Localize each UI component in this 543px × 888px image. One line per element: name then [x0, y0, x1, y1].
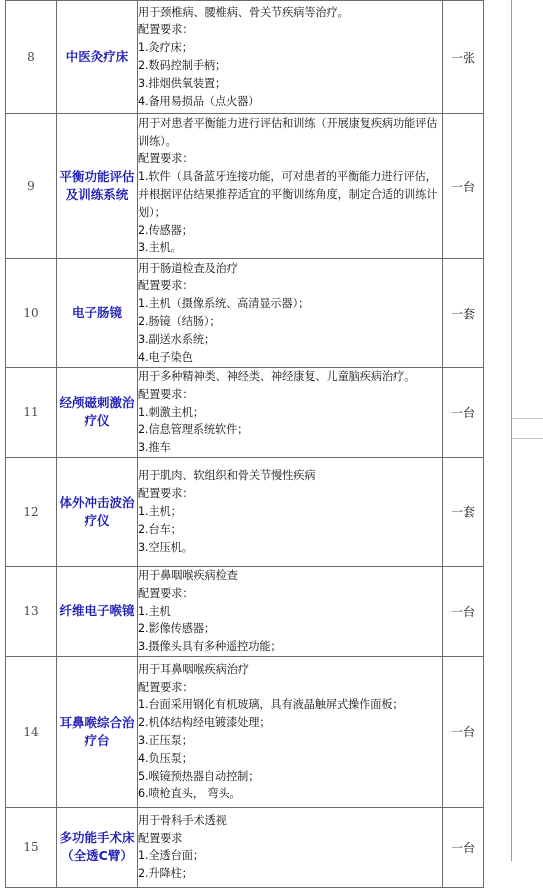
description-line: 2.影像传感器； — [138, 622, 215, 636]
row-number: 12 — [6, 457, 57, 566]
row-number: 10 — [6, 259, 57, 368]
equipment-name: 电子肠镜 — [57, 259, 138, 368]
description-line: 1.软件（具备蓝牙连接功能，可对患者的平衡能力进行评估，并根据评估结果推荐适宜的平衡训练角度，制定合适的训练计划）； — [138, 170, 438, 219]
quantity-unit: 一台 — [443, 114, 484, 259]
description-line: 4.负压泵； — [138, 751, 193, 765]
description-line: 1.全透台面； — [138, 849, 204, 863]
description-line: 3.推车 — [138, 441, 171, 455]
equipment-name: 体外冲击波治疗仪 — [57, 457, 138, 566]
description-line: 用于耳鼻咽喉疾病治疗 — [138, 662, 249, 676]
description-line: 2.数码控制手柄； — [138, 59, 227, 72]
equipment-description — [138, 457, 443, 566]
description-line: 配置要求 — [138, 831, 183, 845]
equipment-name: 耳鼻喉综合治疗台 — [57, 656, 138, 807]
description-line: 6.喷枪直头， 弯头。 — [138, 787, 241, 801]
quantity-unit: 一台 — [443, 368, 484, 458]
description-line: 配置要求： — [138, 387, 194, 401]
row-number: 14 — [6, 656, 57, 807]
equipment-description — [138, 1, 443, 114]
description-line: 3.副送水系统； — [138, 332, 215, 346]
table-row — [6, 566, 484, 656]
description-line: 1.刺激主机； — [138, 405, 204, 419]
table-row — [6, 1, 484, 114]
equipment-description — [138, 114, 443, 259]
equipment-description — [138, 368, 443, 458]
description-line: 用于对患者平衡能力进行评估和训练（开展康复疾病功能评估训练）。 — [138, 116, 438, 148]
description-line: 3.正压泵； — [138, 733, 193, 747]
description-line: 用于多种精神类、神经类、神经康复、儿童脑疾病治疗。 — [138, 370, 416, 383]
equipment-name: 经颅磁刺激治疗仪 — [57, 368, 138, 458]
table-row — [6, 114, 484, 259]
description-line: 2.肠镜（结肠）； — [138, 315, 221, 328]
equipment-name: 平衡功能评估及训练系统 — [57, 114, 138, 259]
description-line: 用于颈椎病、腰椎病、骨关节疾病等治疗。 — [138, 5, 349, 19]
quantity-unit: 一台 — [443, 656, 484, 807]
description-line: 4.电子染色 — [138, 350, 193, 364]
equipment-name: 纤维电子喉镜 — [57, 566, 138, 656]
description-line: 3.主机。 — [138, 241, 182, 255]
equipment-description — [138, 656, 443, 807]
table-row — [6, 259, 484, 368]
description-line: 1.灸疗床； — [138, 41, 193, 55]
equipment-description — [138, 566, 443, 656]
row-number: 11 — [6, 368, 57, 458]
equipment-table — [5, 0, 484, 888]
description-line: 配置要求： — [138, 152, 194, 166]
description-line: 用于鼻咽喉疾病检查 — [138, 568, 238, 582]
description-line: 1.台面采用钢化有机玻璃，具有液晶触屏式操作面板； — [138, 698, 404, 712]
row-number: 9 — [6, 114, 57, 259]
margin-tick — [512, 438, 543, 439]
description-line: 1.主机 — [138, 604, 171, 618]
equipment-name: 多功能手术床（全透C臂） — [57, 807, 138, 887]
description-line: 2.台车； — [138, 522, 182, 536]
quantity-unit: 一台 — [443, 566, 484, 656]
right-border-line — [511, 0, 512, 861]
description-line: 3.摄像头具有多种遥控功能； — [138, 640, 282, 654]
description-line: 5.喉镜预热器自动控制； — [138, 769, 260, 783]
description-line: 配置要求： — [138, 680, 194, 694]
equipment-description — [138, 807, 443, 887]
equipment-name: 中医灸疗床 — [57, 1, 138, 114]
quantity-unit: 一台 — [443, 807, 484, 887]
description-line: 3.空压机。 — [138, 540, 193, 554]
description-line: 2.传感器； — [138, 223, 193, 237]
description-line: 4.备用易损品（点火器） — [138, 94, 260, 108]
quantity-unit: 一套 — [443, 457, 484, 566]
row-number: 8 — [6, 1, 57, 114]
table-row — [6, 368, 484, 458]
margin-tick — [512, 418, 543, 419]
description-line: 1.主机； — [138, 505, 182, 519]
description-line: 用于肌肉、软组织和骨关节慢性疾病 — [138, 469, 316, 483]
description-line: 用于肠道检查及治疗 — [138, 261, 238, 275]
table-row — [6, 457, 484, 566]
quantity-unit: 一套 — [443, 259, 484, 368]
description-line: 配置要求： — [138, 586, 194, 600]
row-number: 13 — [6, 566, 57, 656]
table-row — [6, 656, 484, 807]
description-line: 用于骨科手术透视 — [138, 813, 227, 827]
table-row — [6, 807, 484, 887]
row-number: 15 — [6, 807, 57, 887]
equipment-table-body — [6, 1, 484, 888]
description-line: 2.信息管理系统软件； — [138, 423, 249, 437]
description-line: 配置要求： — [138, 487, 194, 501]
description-line: 3.排烟供氧装置； — [138, 76, 227, 90]
equipment-description — [138, 259, 443, 368]
description-line: 1.主机（摄像系统、高清显示器）； — [138, 297, 310, 311]
description-line: 2.升降柱； — [138, 867, 193, 881]
description-line: 配置要求： — [138, 23, 194, 37]
description-line: 2.机体结构经电镀漆处理； — [138, 716, 271, 730]
description-line: 配置要求： — [138, 279, 194, 293]
quantity-unit: 一张 — [443, 1, 484, 114]
